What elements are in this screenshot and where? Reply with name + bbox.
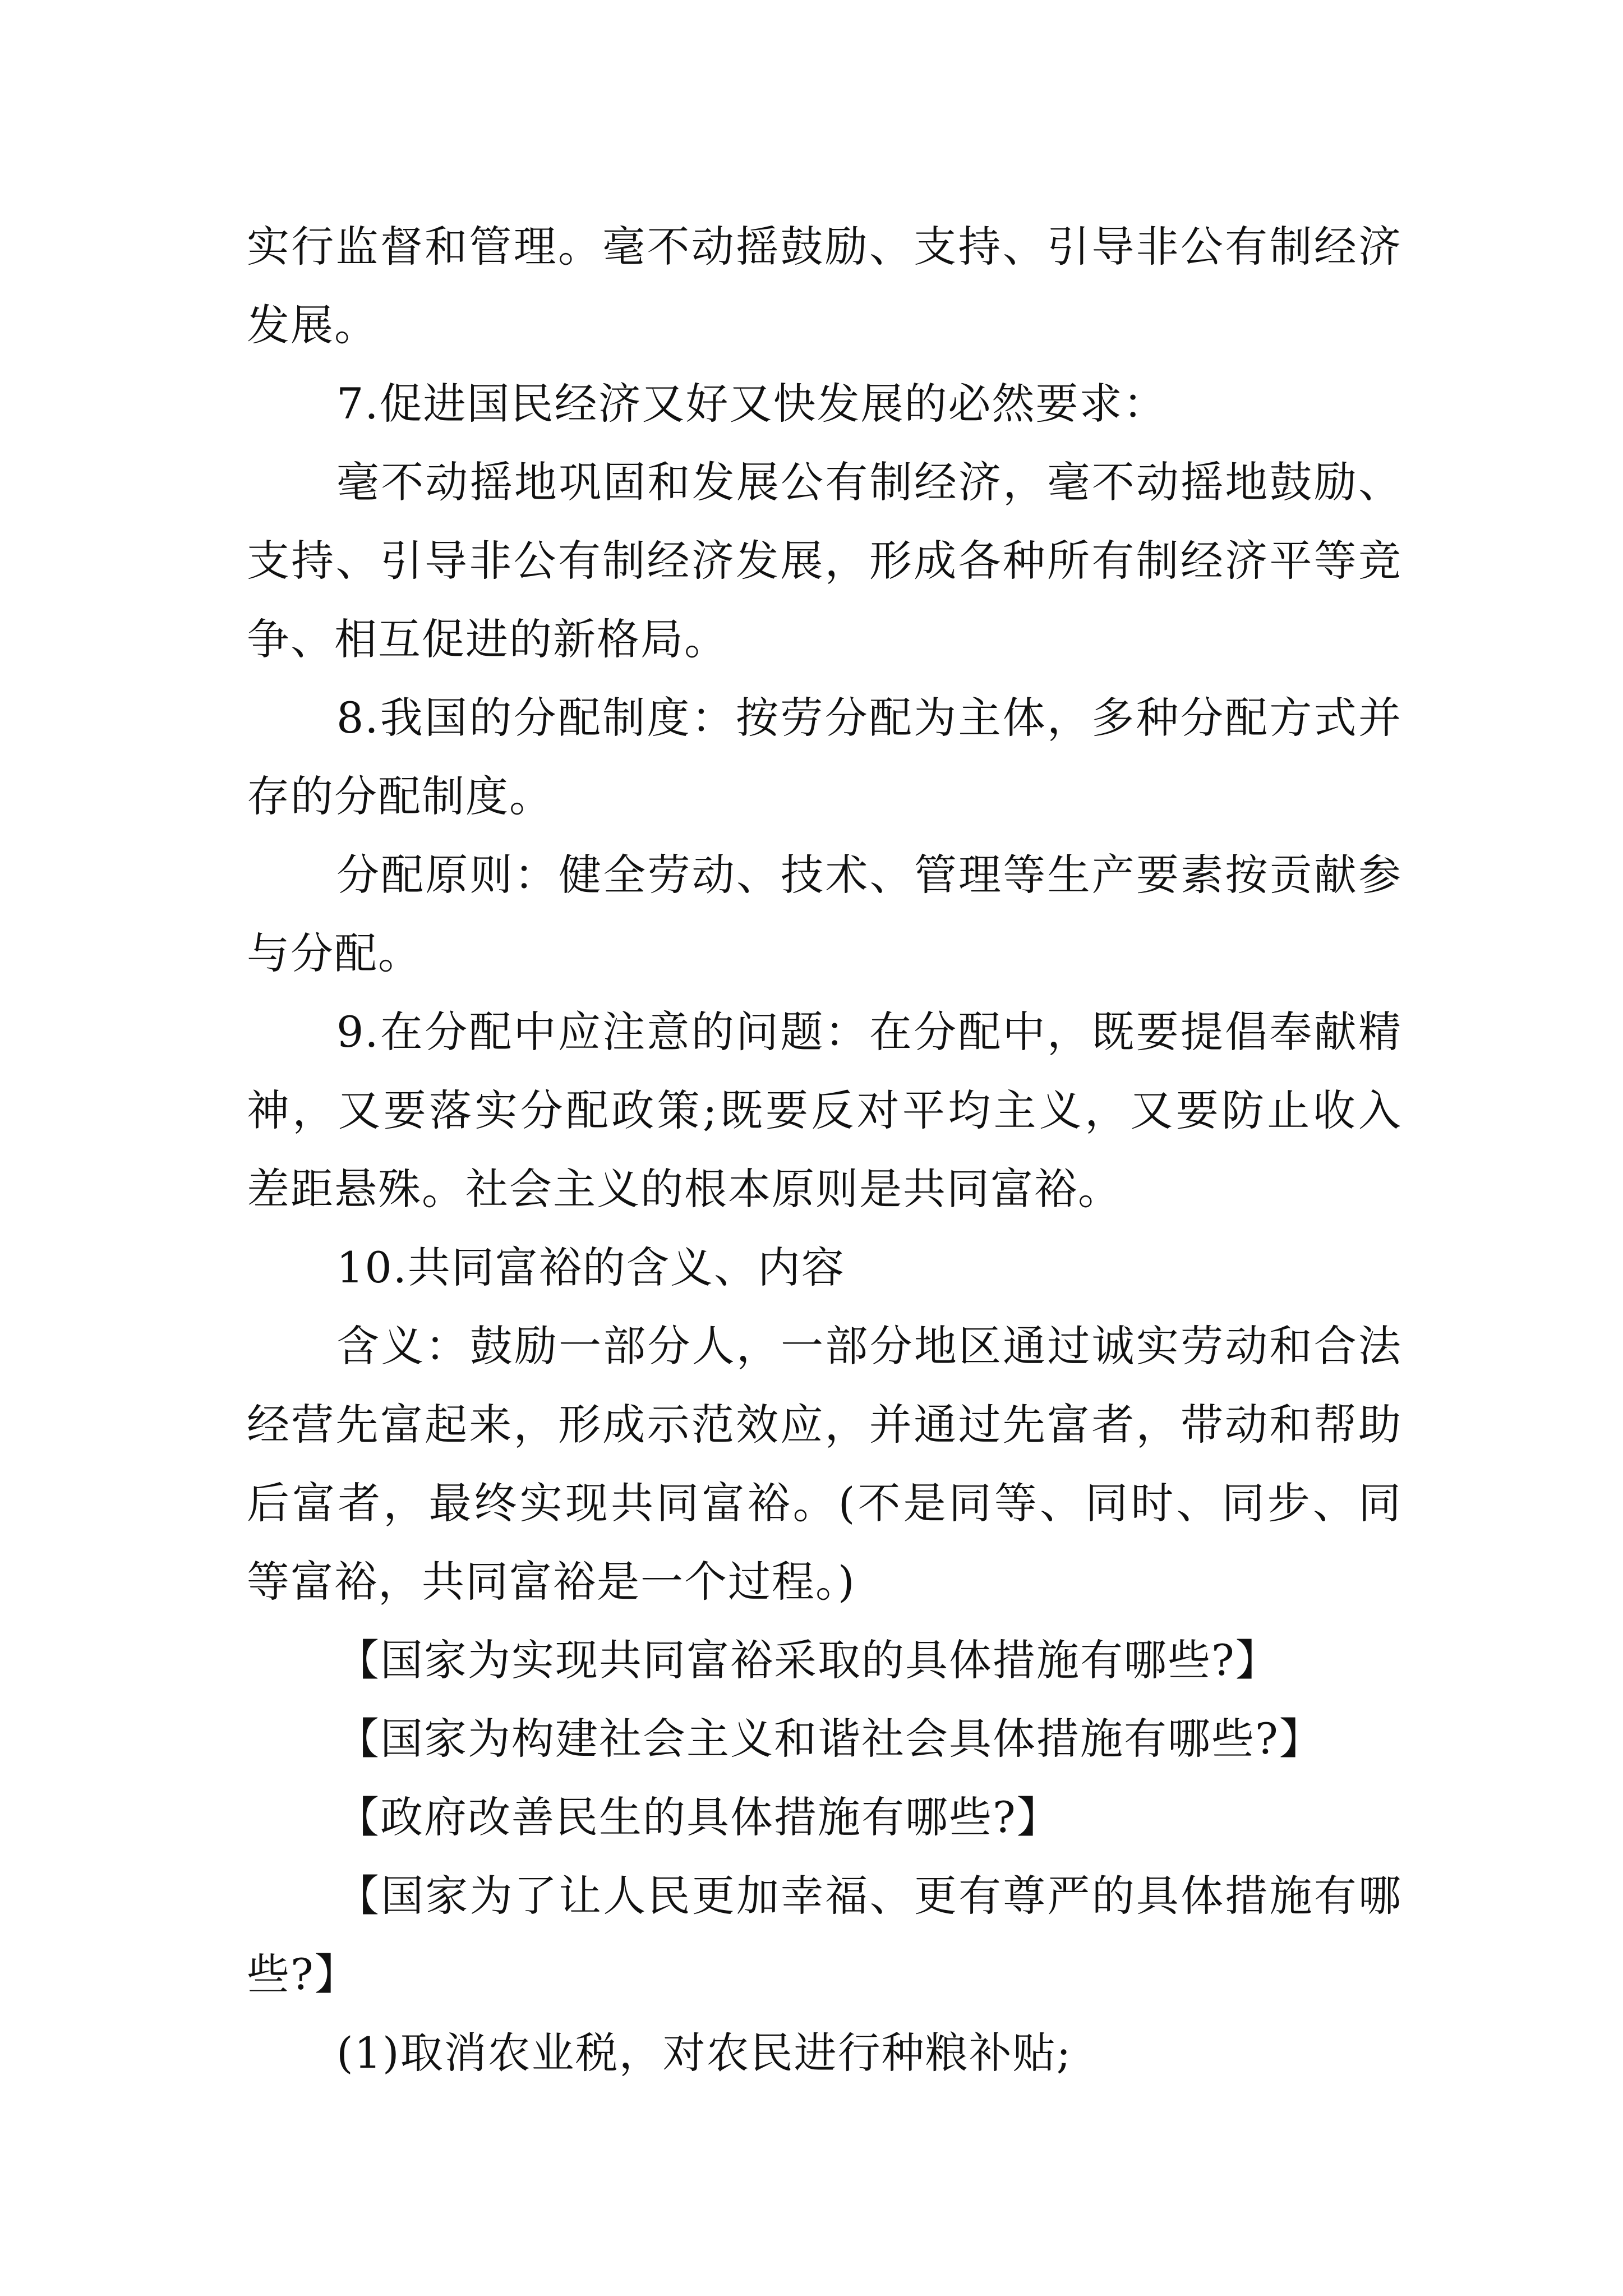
text-line: 差距悬殊。社会主义的根本原则是共同富裕。 [247,1164,1122,1214]
text-line: 含义：鼓励一部分人，一部分地区通过诚实劳动和合法 [336,1321,1402,1371]
text-line: 等富裕，共同富裕是一个过程。) [247,1557,856,1607]
text-line: 分配原则：健全劳动、技术、管理等生产要素按贡献参 [336,850,1402,900]
text-line: 支持、引导非公有制经济发展，形成各种所有制经济平等竞 [247,536,1402,586]
text-line: 后富者，最终实现共同富裕。(不是同等、同时、同步、同 [247,1478,1402,1528]
text-line: 毫不动摇地巩固和发展公有制经济，毫不动摇地鼓励、 [336,457,1402,507]
text-line: 神，又要落实分配政策;既要反对平均主义，又要防止收入 [247,1085,1402,1135]
question-line: 【国家为构建社会主义和谐社会具体措施有哪些?】 [336,1714,1323,1764]
text-line: 存的分配制度。 [247,771,553,821]
question-line: 【国家为实现共同富裕采取的具体措施有哪些?】 [336,1635,1279,1685]
text-line: 实行监督和管理。毫不动摇鼓励、支持、引导非公有制经济 [247,222,1402,272]
text-line: 发展。 [247,300,378,350]
section-heading: 9.在分配中应注意的问题：在分配中，既要提倡奉献精 [336,1007,1402,1057]
section-heading: 7.促进国民经济又好又快发展的必然要求： [336,379,1167,429]
question-line: 【政府改善民生的具体措施有哪些?】 [336,1792,1061,1842]
text-line: 些?】 [247,1949,358,1999]
list-item: (1)取消农业税，对农民进行种粮补贴; [336,2028,1072,2078]
section-heading: 8.我国的分配制度：按劳分配为主体，多种分配方式并 [336,693,1402,743]
text-line: 经营先富起来，形成示范效应，并通过先富者，带动和帮助 [247,1400,1402,1450]
question-line: 【国家为了让人民更加幸福、更有尊严的具体措施有哪 [336,1871,1402,1921]
text-line: 争、相互促进的新格局。 [247,614,728,664]
section-heading: 10.共同富裕的含义、内容 [336,1243,845,1292]
text-line: 与分配。 [247,928,422,978]
